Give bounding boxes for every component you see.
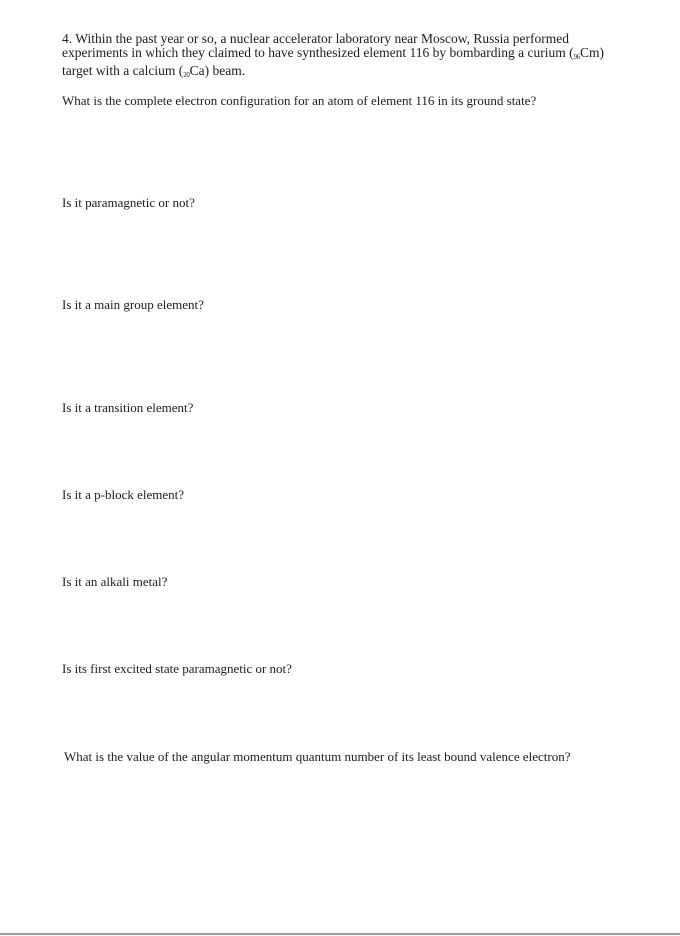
- curium-atomic-number: 96: [573, 53, 581, 61]
- question-electron-configuration: What is the complete electron configuration for an atom of element 116 in its ground state?: [62, 93, 537, 108]
- question-angular-momentum: What is the value of the angular momentum quantum number of its least bound valence electron?: [64, 749, 571, 764]
- intro-text-part2: ) target with a calcium (: [62, 45, 605, 78]
- question-first-excited-state: Is its first excited state paramagnetic or not?: [62, 661, 292, 676]
- intro-text-part1: 4. Within the past year or so, a nuclear accelerator laboratory near Moscow, Russia performed experiments in which they claimed to have synthesized element 116 by bombarding a curium (: [62, 31, 574, 60]
- question-alkali-metal: Is it an alkali metal?: [62, 574, 168, 589]
- intro-text-part3: ) beam.: [204, 63, 246, 78]
- curium-symbol: Cm: [580, 45, 600, 60]
- question-main-group: Is it a main group element?: [62, 297, 204, 312]
- question-paramagnetic: Is it paramagnetic or not?: [62, 195, 195, 210]
- calcium-atomic-number: 20: [183, 71, 190, 79]
- calcium-symbol: Ca: [189, 63, 205, 78]
- problem-statement: [62, 32, 634, 82]
- page-bottom-edge: [0, 933, 680, 935]
- question-p-block: Is it a p-block element?: [62, 487, 185, 502]
- question-transition-element: Is it a transition element?: [62, 400, 194, 415]
